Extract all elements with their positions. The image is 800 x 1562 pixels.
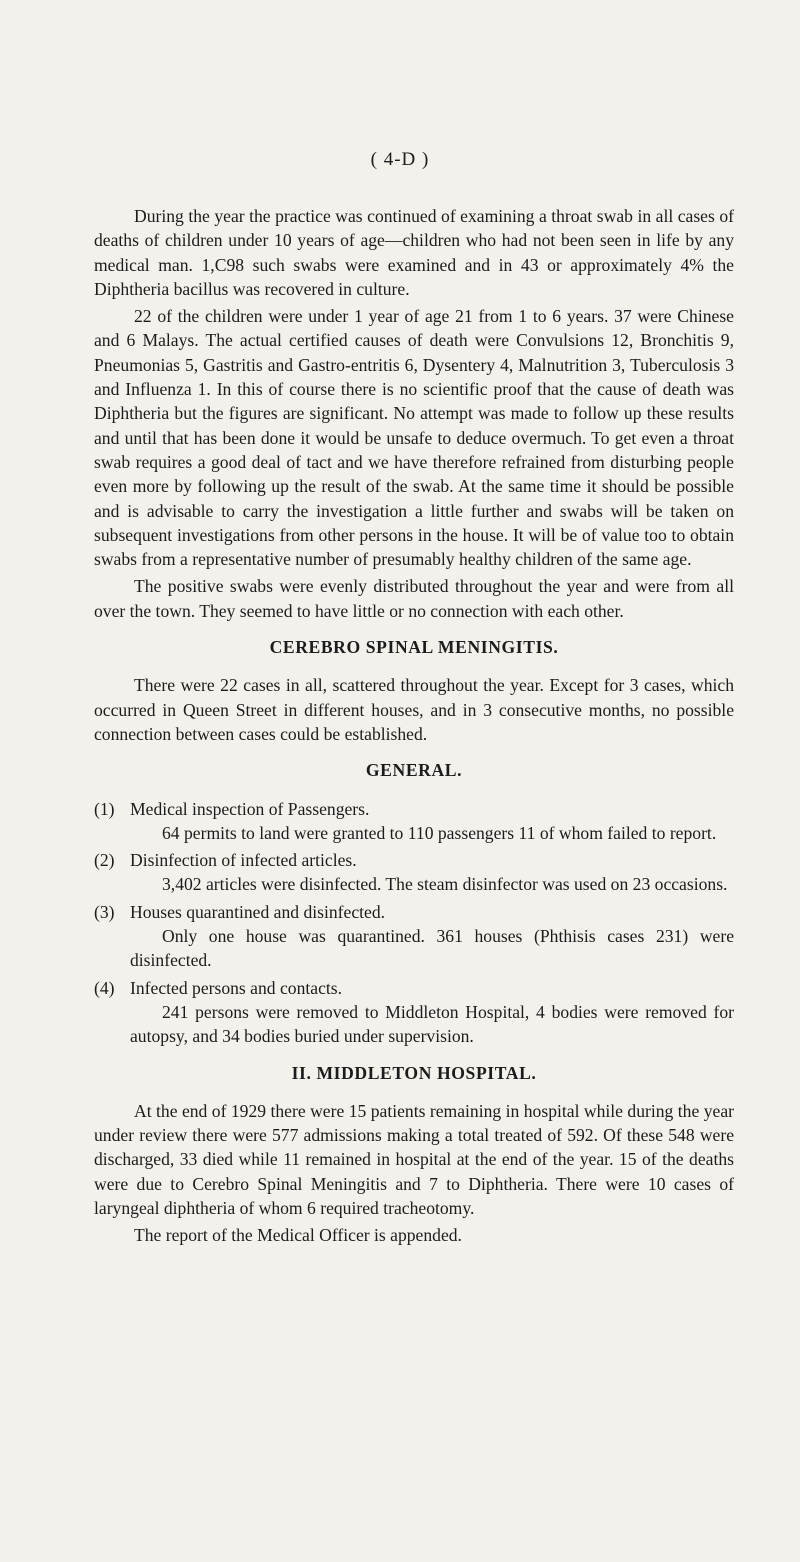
item-text: 3,402 articles were disinfected. The steam disinfector was used on 23 occasions. [162,874,728,895]
item-title: Infected persons and contacts. [130,977,343,998]
section-heading-general: GENERAL. [365,760,463,781]
general-item [94,797,734,846]
section-heading-middleton-hospital: II. MIDDLETON HOSPITAL. [291,1062,537,1083]
item-title: Disinfection of infected articles. [130,850,357,871]
section-heading-cerebro-spinal: CEREBRO SPINAL MENINGITIS. [269,637,559,658]
item-text: Only one house was quarantined. 361 houses (Phthisis cases 231) were disinfected. [130,926,734,971]
paragraph: There were 22 cases in all, scattered throughout the year. Except for 3 cases, which occurred in Queen Street in different houses, and in 3 consecutive months, no possible connection between cases could be established. [94,675,734,744]
paragraph: The positive swabs were evenly distributed throughout the year and were from all over the town. They seemed to have little or no connection with each other. [94,576,734,621]
general-item [94,848,734,897]
paragraph: 22 of the children were under 1 year of age 21 from 1 to 6 years. 37 were Chinese and 6 Malays. The actual certified causes of death were Convulsions 12, Bronchitis 9, Pneumonias 5, Gastritis and Gastro-entritis 6, Dysentery 4, Malnutrition 3, Tuberculosis 3 and Influenza 1. In this of course there is no scientific proof that the cause of death was Diphtheria but the figures are significant. No attempt was made to follow up these results and until that has been done it would be unsafe to deduce overmuch. To get even a throat swab requires a good deal of tact and we have therefore refrained from disturbing people even more by following up the result of the swab. At the same time it should be possible and is advisable to carry the investigation a little further and swabs will be taken on subsequent investigations from other persons in the house. It will be of value too to obtain swabs from a representative number of presumably healthy children of the same age. [94,306,734,570]
item-number: (2) [94,850,115,871]
item-number: (1) [94,798,115,819]
item-title: Houses quarantined and disinfected. [130,901,386,922]
item-number: (4) [94,977,115,998]
body-text [94,204,734,1251]
item-title: Medical inspection of Passengers. [130,798,370,819]
paragraph: At the end of 1929 there were 15 patients remaining in hospital while during the year under review there were 577 admissions making a total treated of 592. Of these 548 were discharged, 33 died while 11 remained in hospital at the end of the year. 15 of the deaths were due to Cerebro Spinal Meningitis and 7 to Diphtheria. There were 10 cases of laryngeal diphtheria of whom 6 required tracheotomy. [94,1100,734,1218]
item-text: 241 persons were removed to Middleton Hospital, 4 bodies were removed for autopsy, and 34 bodies buried under supervision. [130,1001,734,1047]
paragraph: During the year the practice was continued of examining a throat swab in all cases of deaths of children under 10 years of age—children who had not been seen in life by any medical man. 1,C98 such swabs were examined and in 43 or approximately 4% the Diphtheria bacillus was recovered in culture. [94,206,734,299]
paragraph: The report of the Medical Officer is appended. [134,1225,462,1246]
page-number: ( 4-D ) [370,149,430,170]
item-text: 64 permits to land were granted to 110 passengers 11 of whom failed to report. [162,822,717,843]
general-item [94,900,734,973]
general-item [94,976,734,1049]
item-number: (3) [94,901,115,922]
